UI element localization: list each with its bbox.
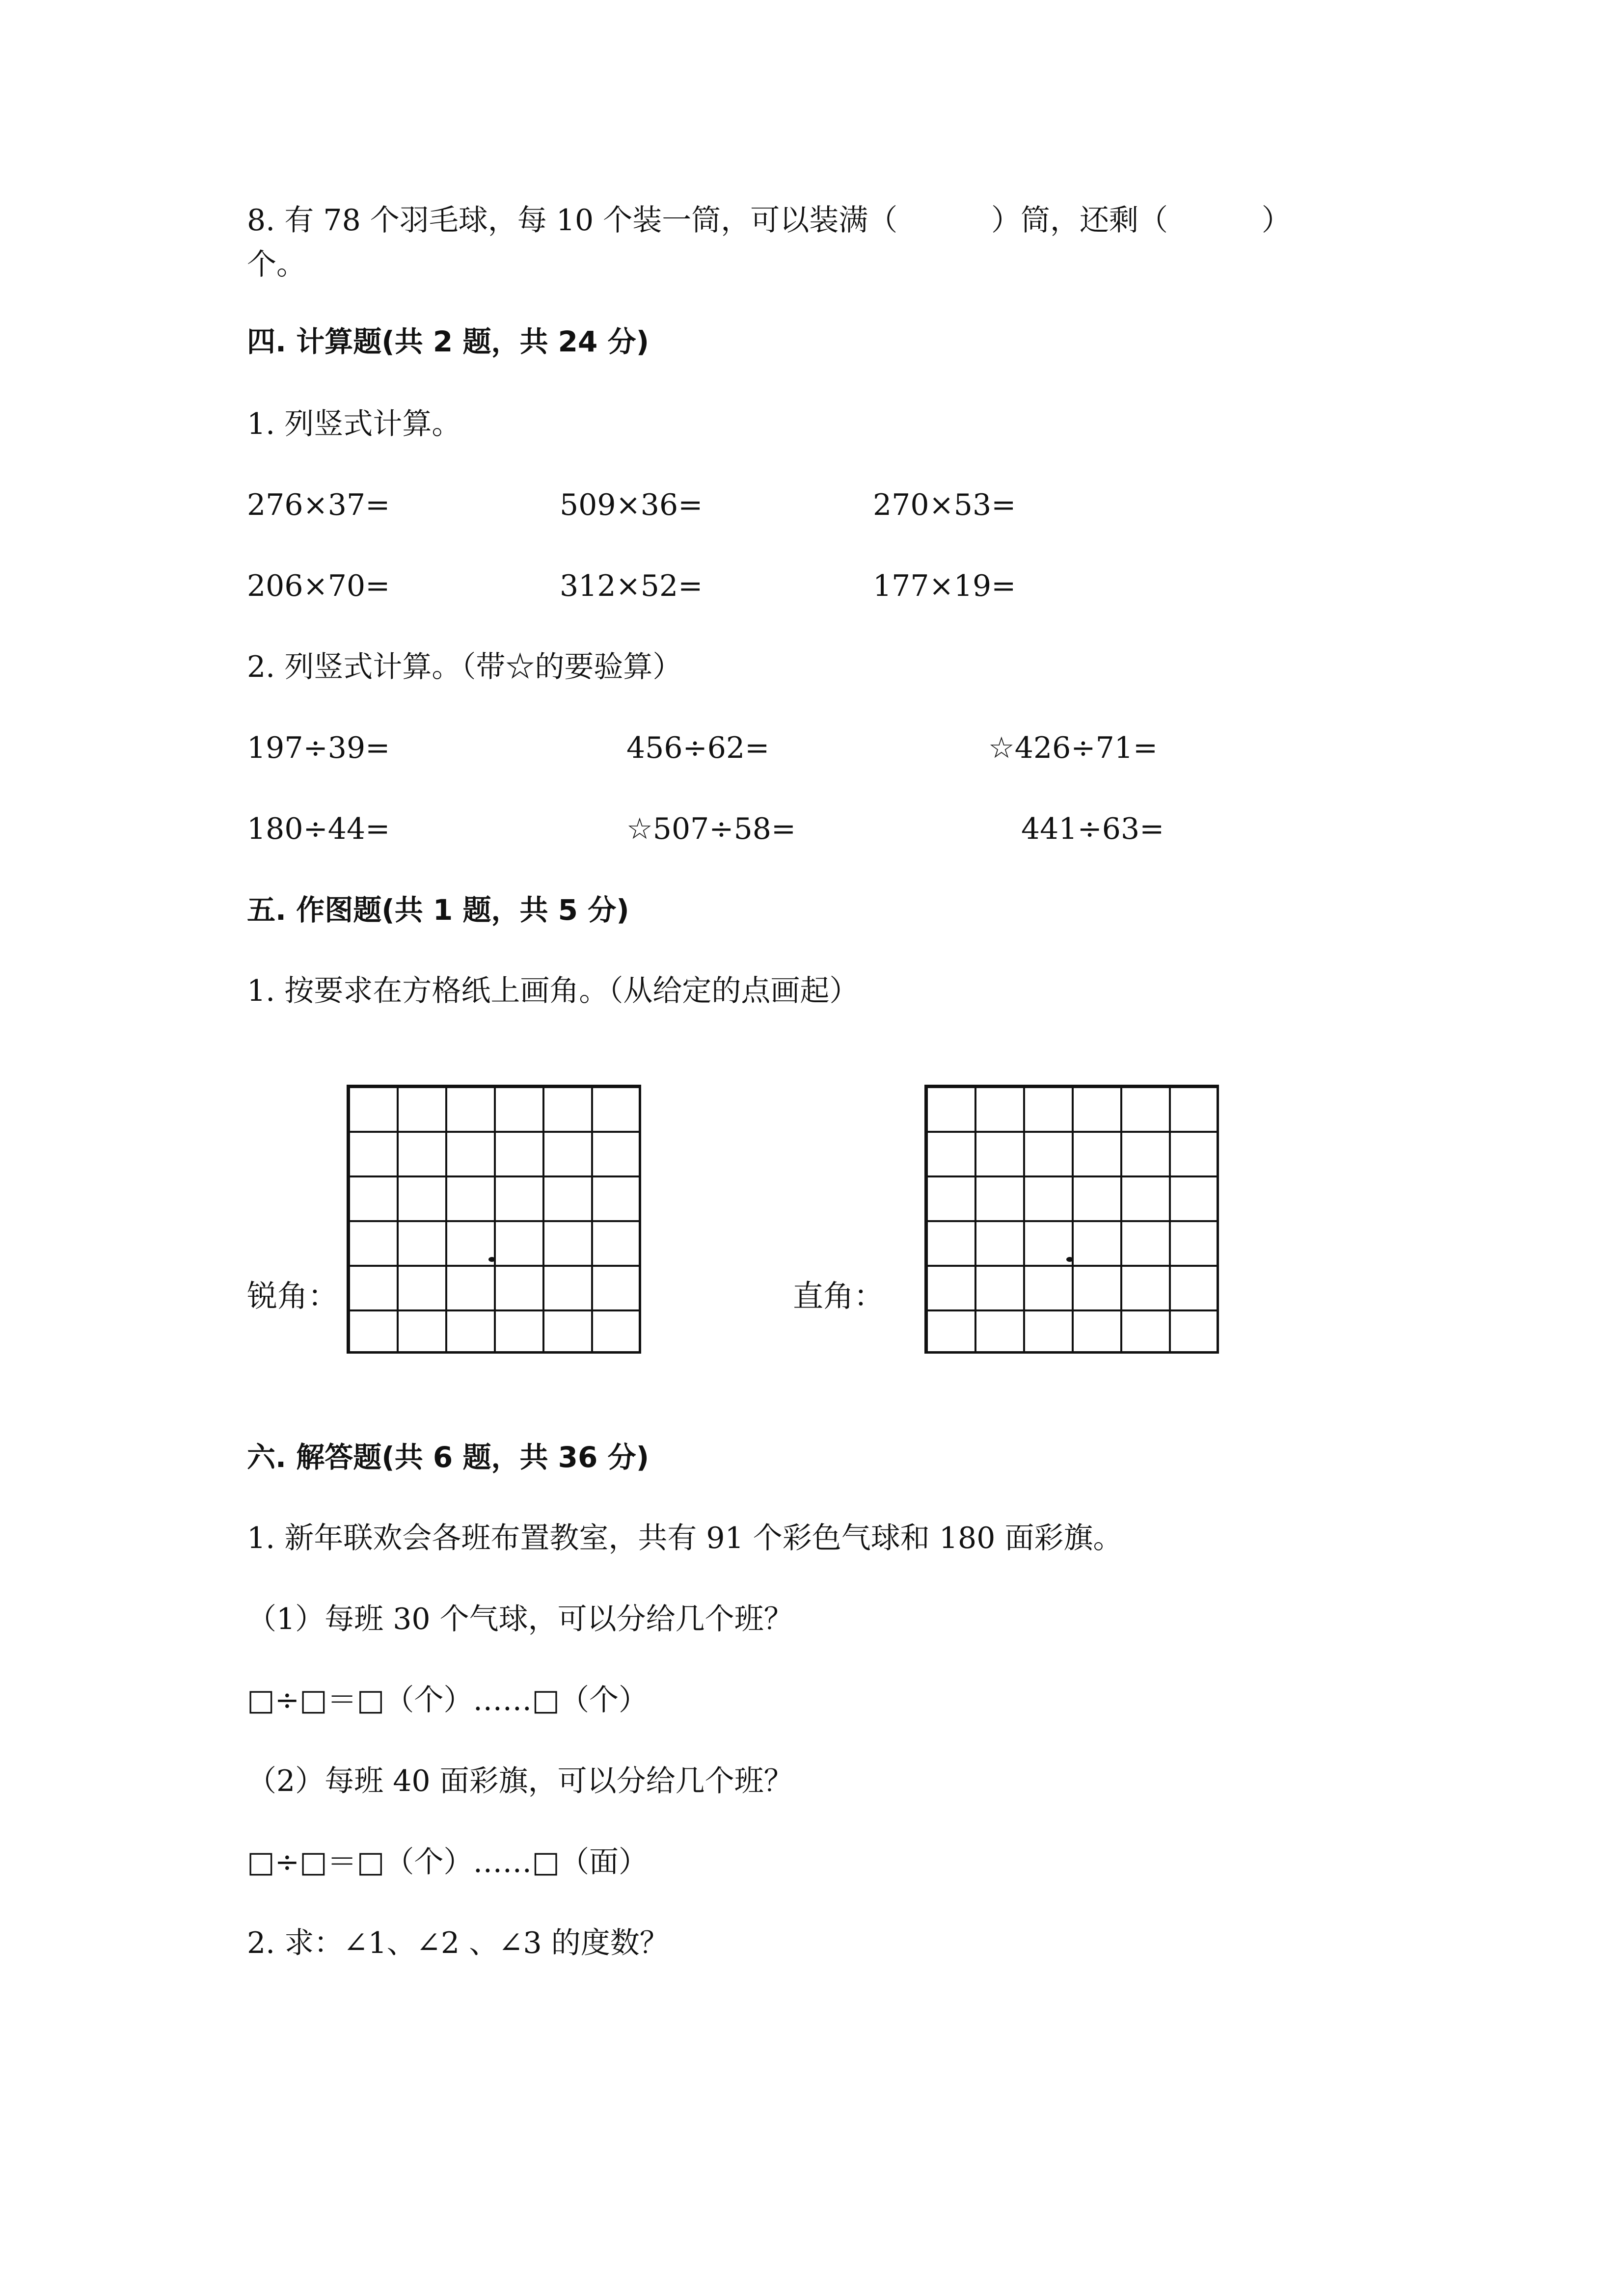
section6-q1-sub1-formula: □÷□＝□（个）……□（个）: [247, 1683, 649, 1717]
section4-heading: 四. 计算题(共 2 题，共 24 分): [247, 325, 650, 358]
calc-expression: 270×53=: [873, 488, 1016, 522]
section6-q1-sub2: （2）每班 40 面彩旗，可以分给几个班？: [247, 1764, 793, 1798]
section6-q1-sub1: （1）每班 30 个气球，可以分给几个班？: [247, 1602, 793, 1636]
section5-heading: 五. 作图题(共 1 题，共 5 分): [247, 893, 629, 927]
calc-expression: 206×70=: [247, 569, 390, 603]
right-angle-label: 直角：: [793, 1278, 885, 1314]
graph-paper-grid-left: [347, 1085, 641, 1354]
section6-q2-prompt: 2. 求：∠1、∠2 、∠3 的度数？: [247, 1926, 669, 1960]
division-expression: ☆426÷71=: [988, 731, 1158, 765]
q8-text-line2: 个。: [247, 247, 306, 282]
section4-q2-prompt: 2. 列竖式计算。（带☆的要验算）: [247, 650, 682, 684]
calc-expression: 177×19=: [873, 569, 1016, 603]
q8-text-line1: 8. 有 78 个羽毛球，每 10 个装一筒，可以装满（ ）筒，还剩（ ）: [247, 203, 1291, 238]
section4-q1-prompt: 1. 列竖式计算。: [247, 407, 461, 441]
starting-point-dot: [488, 1257, 495, 1262]
section6-q1-sub2-formula: □÷□＝□（个）……□（面）: [247, 1845, 649, 1879]
section5-q1-prompt: 1. 按要求在方格纸上画角。（从给定的点画起）: [247, 974, 859, 1008]
calc-expression: 276×37=: [247, 488, 390, 522]
division-expression: 197÷39=: [247, 731, 390, 765]
division-expression: 456÷62=: [626, 731, 770, 765]
section6-heading: 六. 解答题(共 6 题，共 36 分): [247, 1441, 650, 1474]
division-expression: ☆507÷58=: [626, 812, 796, 846]
division-expression: 180÷44=: [247, 812, 390, 846]
acute-angle-label: 锐角：: [247, 1278, 339, 1314]
division-expression: 441÷63=: [1021, 812, 1164, 846]
section6-q1-prompt: 1. 新年联欢会各班布置教室，共有 91 个彩色气球和 180 面彩旗。: [247, 1521, 1123, 1555]
graph-paper-grid-right: [924, 1085, 1219, 1354]
calc-expression: 312×52=: [560, 569, 703, 603]
starting-point-dot: [1066, 1257, 1073, 1262]
calc-expression: 509×36=: [560, 488, 703, 522]
